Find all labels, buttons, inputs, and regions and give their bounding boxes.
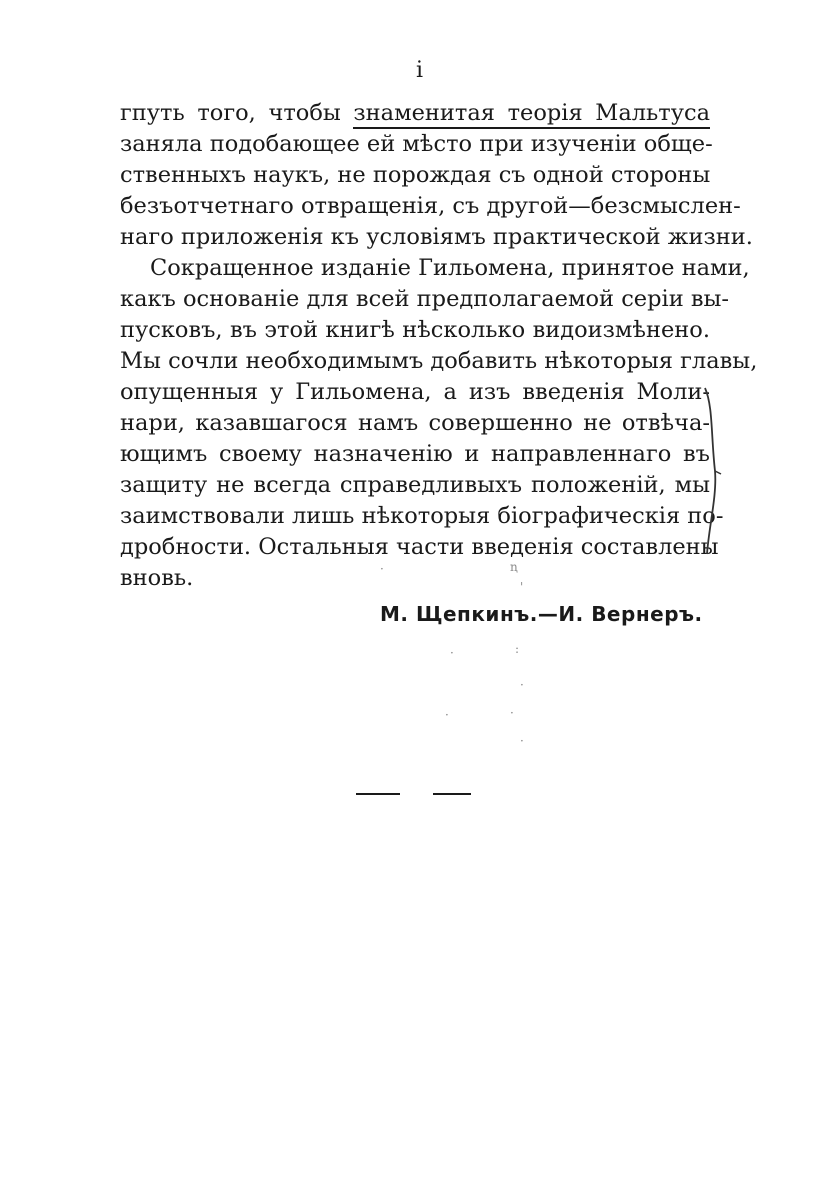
text-line: защиту не всегда справедливыхъ положеній, мы (120, 472, 710, 498)
text-line: нари, казавшагося намъ совершенно не отвѣча- (120, 410, 710, 436)
text-line: гпуть того, чтобы знаменитая теорія Мальтуса (120, 98, 710, 129)
text-line: заняла подобающее ей мѣсто при изученіи обще- (120, 131, 713, 157)
text-line: ющимъ своему назначенію и направленнаго въ (120, 441, 710, 467)
divider-rule (356, 793, 400, 795)
divider-rule (433, 793, 471, 795)
text-line: опущенныя у Гильомена, а изъ введенія Моли- (120, 379, 710, 405)
text-line: ственныхъ наукъ, не порождая съ одной стороны (120, 162, 711, 188)
signature: М. Щепкинъ.—И. Вернеръ. (380, 602, 703, 626)
text-line: безъотчетнаго отвращенія, съ другой—безсмыслен- (120, 193, 741, 219)
text-line: вновь. (120, 565, 194, 591)
text-line: дробности. Остальныя части введенія составлены (120, 534, 719, 560)
text-line: какъ основаніе для всей предполагаемой серіи вы- (120, 286, 730, 312)
pencil-bracket-mark (703, 386, 723, 556)
text-line: заимствовали лишь нѣкоторыя біографическія по- (120, 503, 724, 529)
text-line: наго приложенія къ условіямъ практической жизни. (120, 224, 753, 250)
body-text (120, 98, 758, 594)
text-line: Сокращенное изданіе Гильомена, принятое нами, (150, 255, 750, 281)
page-number: i (415, 58, 425, 83)
text-line: пусковъ, въ этой книгѣ нѣсколько видоизмѣнено. (120, 317, 710, 343)
scan-specks: · ꞑ ' · : · · · · (380, 560, 524, 748)
underlined-phrase: знаменитая теорія Мальтуса (353, 100, 710, 129)
text-line: Мы сочли необходимымъ добавить нѣкоторыя главы, (120, 348, 758, 374)
